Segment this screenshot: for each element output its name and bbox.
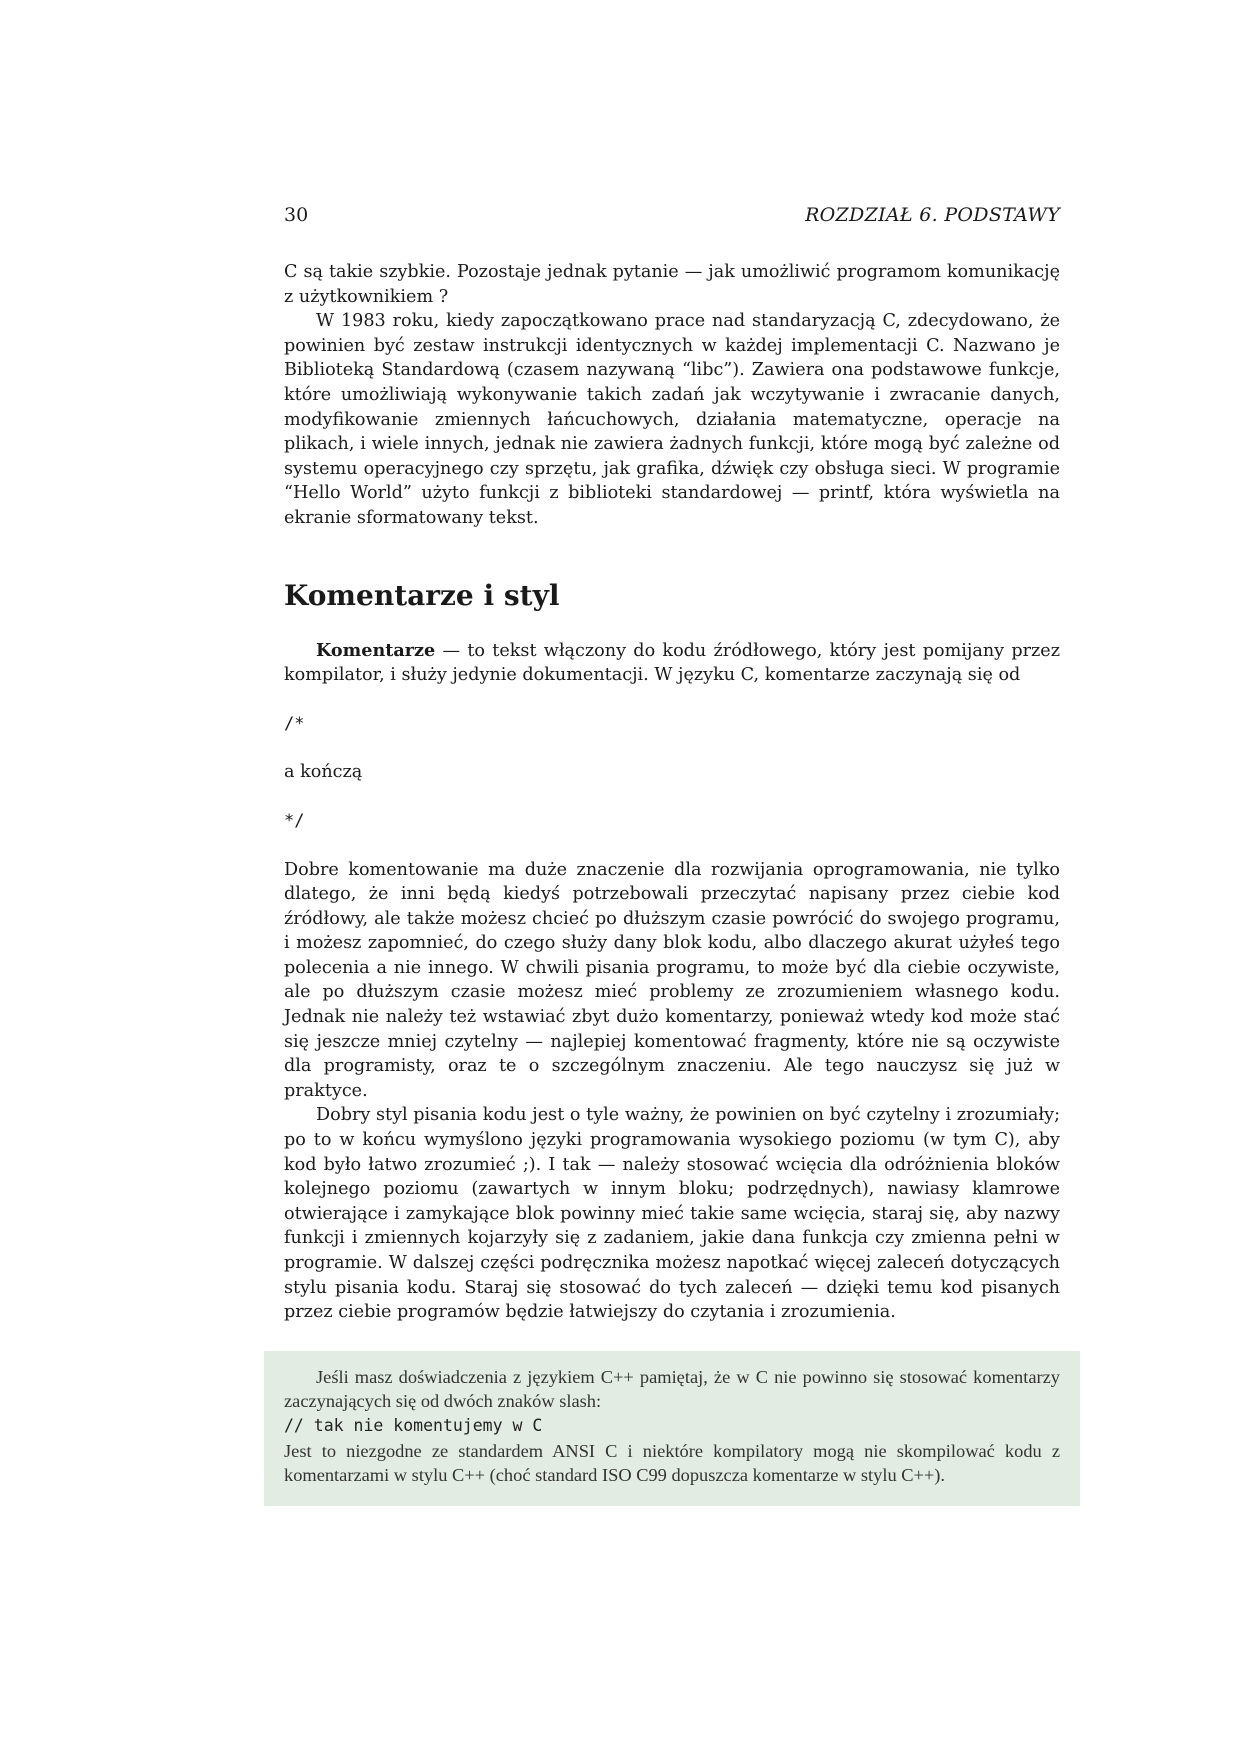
tip-code-example: // tak nie komentujemy w C: [284, 1415, 543, 1435]
tip-box: [264, 1351, 1080, 1506]
page-number: 30: [284, 204, 309, 226]
tip-text-note: Jest to niezgodne ze standardem ANSI C i niektóre kompilatory mogą nie skompilować kodu z komentarzami w stylu C++ (choć standard ISO C99 dopuszcza komentarze w stylu C++).: [284, 1440, 1060, 1486]
comment-open-token: /*: [284, 713, 305, 734]
and-end-text: a kończą: [284, 762, 363, 783]
page-header: [284, 203, 1060, 227]
term-komentarze: Komentarze: [316, 639, 436, 661]
page-body: [284, 260, 1060, 1506]
paragraph-good-commenting: Dobre komentowanie ma duże znaczenie dla rozwijania oprogramowania, nie tylko dlatego, że inni będą kiedyś potrzebowali przeczytać napisany przez ciebie kod źródłowy, ale także możesz chcieć po dłuższym czasie powrócić do swojego programu, i możesz zapomnieć, do czego służy dany blok kodu, albo dlaczego akurat użyłeś tego polecenia a nie innego. W chwili pisania programu, to może być dla ciebie oczywiste, ale po dłuższym czasie możesz mieć problemy ze zrozumieniem własnego kodu. Jednak nie należy też wstawiać zbyt dużo komentarzy, ponieważ wtedy kod może stać się jeszcze mniej czytelny — najlepiej komentować fragmenty, które nie są oczywiste dla programisty, oraz te o szczególnym znaczeniu. Ale tego nauczysz się już w praktyce.: [284, 859, 1060, 1101]
comment-close-token: */: [284, 810, 305, 831]
paragraph-comments-intro: [284, 639, 1060, 688]
intro-text: — to tekst włączony do kodu źródłowego, który jest pomijany przez kompilator, i służy jedynie dokumentacji. W języku C, komentarze zaczynają się od: [284, 640, 1060, 686]
section-title: Komentarze i styl: [284, 578, 560, 612]
running-title: ROZDZIAŁ 6. PODSTAWY: [805, 204, 1060, 226]
paragraph-standard-library: W 1983 roku, kiedy zapoczątkowano prace nad standaryzacją C, zdecydowano, że powinien być zestaw instrukcji identycznych w każdej implementacji C. Nazwano je Biblioteką Standardową (czasem nazywaną “libc”). Zawiera ona podstawowe funkcje, które umożliwiają wykonywanie takich zadań jak wczytywanie i zwracanie danych, modyfikowanie zmiennych łańcuchowych, działania matematyczne, operacje na plikach, i wiele innych, jednak nie zawiera żadnych funkcji, które mogą być zależne od systemu operacyjnego czy sprzętu, jak grafika, dźwięk czy obsługa sieci. W programie “Hello World” użyto funkcji z biblioteki standardowej — printf, która wyświetla na ekranie sformatowany tekst.: [284, 311, 1060, 528]
paragraph-continuation: C są takie szybkie. Pozostaje jednak pytanie — jak umożliwić programom komunikację z użytkownikiem ?: [284, 262, 1060, 307]
tip-text-intro: Jeśli masz doświadczenia z językiem C++ pamiętaj, że w C nie powinno się stosować komentarzy zaczynających się od dwóch znaków slash:: [284, 1366, 1060, 1412]
paragraph-code-style: Dobry styl pisania kodu jest o tyle ważny, że powinien on być czytelny i zrozumiały; po to w końcu wymyślono języki programowania wysokiego poziomu (w tym C), aby kod było łatwo zrozumieć ;). I tak — należy stosować wcięcia dla odróżnienia bloków kolejnego poziomu (zawartych w innym bloku; podrzędnych), nawiasy klamrowe otwierające i zamykające blok powinny mieć takie same wcięcia, staraj się, aby nazwy funkcji i zmiennych kojarzyły się z zadaniem, jakie dana funkcja czy zmienna pełni w programie. W dalszej części podręcznika możesz napotkać więcej zaleceń dotyczących stylu pisania kodu. Staraj się stosować do tych zaleceń — dzięki temu kod pisanych przez ciebie programów będzie łatwiejszy do czytania i zrozumienia.: [284, 1105, 1060, 1323]
